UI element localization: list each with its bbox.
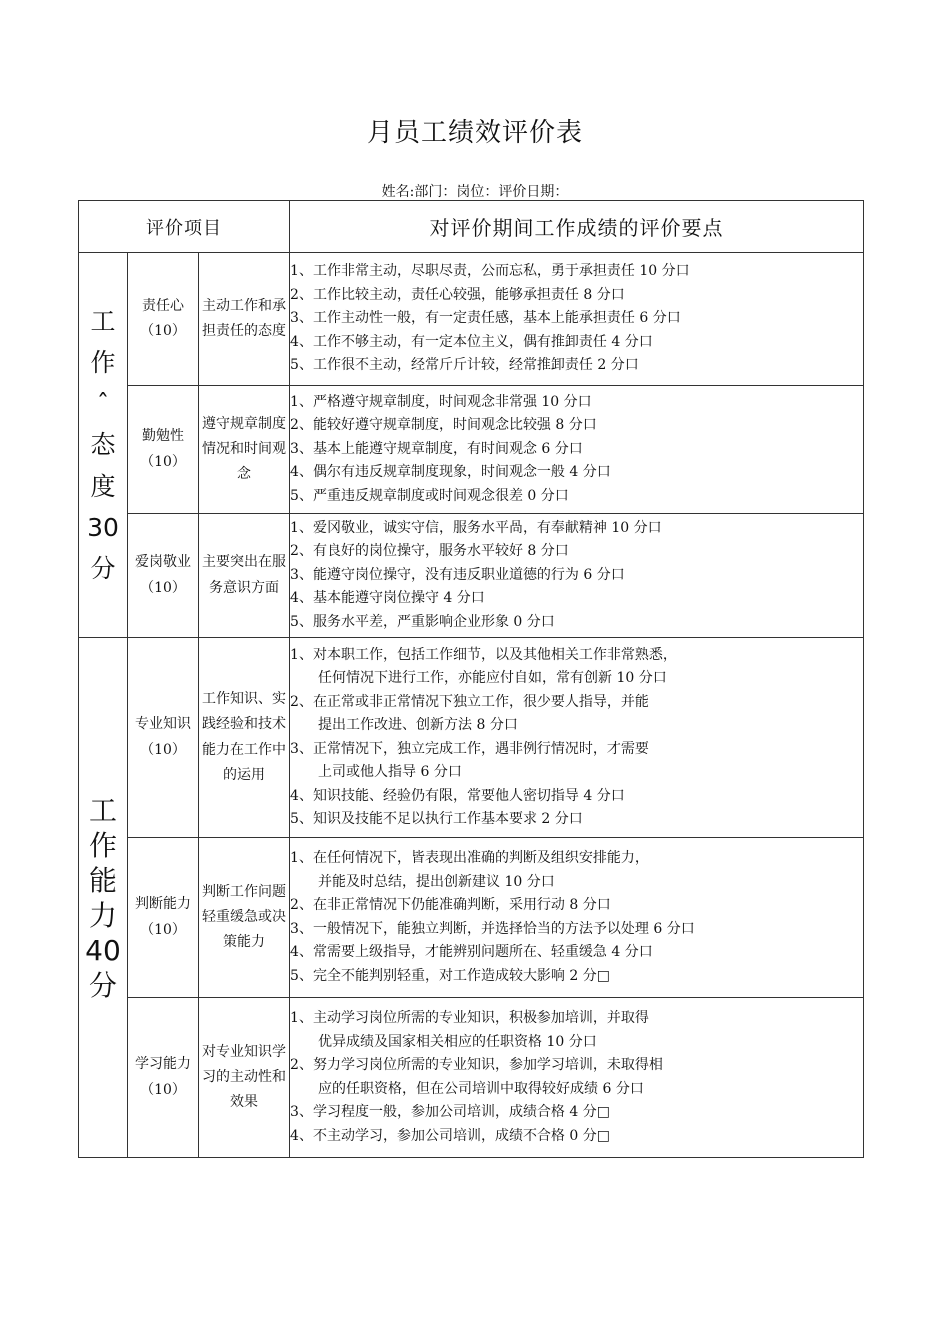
criterion-line: 优异成绩及国家相关相应的任职资格 10 分口: [318, 1033, 597, 1050]
item-desc-judgment: 判断工作问题轻重缓急或决策能力: [199, 838, 290, 998]
criterion-line: 2、努力学习岗位所需的专业知识，参加学习培训，未取得相: [290, 1057, 663, 1073]
criterion-line: 4、偶尔有违反规章制度现象，时间观念一般 4 分口: [290, 464, 611, 481]
item-name-judgment: 判断能力（10）: [128, 838, 199, 998]
criterion-line: 2、在正常或非正常情况下独立工作，很少要人指导，并能: [290, 693, 649, 710]
table-row: [79, 386, 864, 514]
table-row: [79, 514, 864, 638]
criterion-line: 1、主动学习岗位所需的专业知识，积极参加培训，并取得: [290, 1010, 649, 1026]
criteria-judgment: [290, 838, 864, 998]
item-desc-learning: 对专业知识学习的主动性和效果: [199, 998, 290, 1158]
criterion-line: 4、常需要上级指导，才能辨别问题所在、轻重缓急 4 分口: [290, 944, 653, 960]
item-name-diligence: 勤勉性（10）: [128, 386, 199, 514]
header-evaluation-points: 对评价期间工作成绩的评价要点: [290, 201, 864, 253]
criterion-line: 4、不主动学习，参加公司培训，成绩不合格 0 分□: [290, 1127, 610, 1144]
item-desc-dedication: 主要突出在服务意识方面: [199, 514, 290, 638]
criterion-line: 提出工作改进、创新方法 8 分口: [318, 717, 518, 733]
criterion-line: 1、对本职工作，包括工作细节，以及其他相关工作非常熟悉，: [290, 646, 677, 663]
criterion-line: 3、正常情况下，独立完成工作，遇非例行情况时，才需要: [290, 740, 649, 757]
criterion-line: 应的任职资格，但在公司培训中取得较好成绩 6 分口: [318, 1080, 644, 1097]
criterion-line: 1、严格遵守规章制度，时间观念非常强 10 分口: [290, 393, 592, 410]
criterion-line: 5、完全不能判别轻重，对工作造成较大影响 2 分□: [290, 967, 610, 984]
criterion-line: 3、学习程度一般，参加公司培训，成绩合格 4 分□: [290, 1104, 610, 1120]
category-work-attitude: 工 作 ˆ 态 度 30 分: [79, 253, 128, 638]
table-row: [79, 638, 864, 838]
form-title: 月员工绩效评价表: [366, 118, 583, 148]
criteria-learning: [290, 998, 864, 1158]
item-name-responsibility: 责任心（10）: [128, 253, 199, 386]
item-name-learning: 学习能力（10）: [128, 998, 199, 1158]
criterion-line: 2、在非正常情况下仍能准确判断，采用行动 8 分口: [290, 897, 611, 913]
criterion-line: 1、爱冈敬业，诚实守信，服务水平咼，有奉献精神 10 分口: [290, 519, 662, 536]
criterion-line: 2、能较好遵守规章制度，时间观念比较强 8 分口: [290, 417, 597, 434]
table-row: [79, 998, 864, 1158]
criterion-line: 5、知识及技能不足以执行工作基本要求 2 分口: [290, 811, 583, 827]
category-work-ability: 工 作 能 力 40 分: [79, 638, 128, 1158]
item-desc-professional-knowledge: 工作知识、实践经验和技术能力在工作中的运用: [199, 638, 290, 838]
criterion-line: 5、服务水平差，严重影响企业形象 0 分口: [290, 613, 555, 630]
header-evaluation-item: 评价项目: [79, 201, 290, 253]
evaluation-table: [78, 200, 864, 1158]
criterion-line: 3、工作主动性一般，有一定责任感，基本上能承担责任 6 分口: [290, 310, 681, 327]
item-name-dedication: 爱岗敬业（10）: [128, 514, 199, 638]
criterion-line: 2、有良好的岗位操守，服务水平较好 8 分口: [290, 543, 569, 560]
criterion-line: 上司或他人指导 6 分口: [318, 764, 462, 780]
criteria-dedication: [290, 514, 864, 638]
criterion-line: 1、在任何情况下，皆表现出准确的判断及组织安排能力，: [290, 850, 649, 866]
table-row: [79, 253, 864, 386]
criterion-line: 3、一般情况下，能独立判断，并选择恰当的方法予以处理 6 分口: [290, 920, 695, 937]
employee-info-line: 姓名:部门：岗位：评价日期：: [381, 184, 569, 200]
criterion-line: 4、工作不够主动，有一定本位主义，偶有推卸责任 4 分口: [290, 333, 653, 350]
criterion-line: 4、基本能遵守岗位操守 4 分口: [290, 590, 485, 607]
table-row: [79, 838, 864, 998]
criterion-line: 1、工作非常主动，尽职尽责，公而忘私，勇于承担责任 10 分口: [290, 263, 690, 280]
criterion-line: 任何情况下进行工作，亦能应付自如，常有创新 10 分口: [318, 670, 667, 686]
criterion-line: 5、严重违反规章制度或时间观念很差 0 分口: [290, 487, 569, 504]
criterion-line: 4、知识技能、经验仍有限，常要他人密切指导 4 分口: [290, 787, 625, 804]
item-desc-diligence: 遵守规章制度情况和时间观念: [199, 386, 290, 514]
criteria-responsibility: [290, 253, 864, 386]
criterion-line: 2、工作比较主动，责任心较强，能够承担责任 8 分口: [290, 286, 625, 303]
table-header-row: [79, 201, 864, 253]
criterion-line: 3、基本上能遵守规章制度，有时间观念 6 分口: [290, 440, 583, 457]
criterion-line: 5、工作很不主动，经常斤斤计较，经常推卸责任 2 分口: [290, 357, 639, 374]
item-name-professional-knowledge: 专业知识（10）: [128, 638, 199, 838]
item-desc-responsibility: 主动工作和承担责任的态度: [199, 253, 290, 386]
criterion-line: 3、能遵守岗位操守，没有违反职业道德的行为 6 分口: [290, 566, 625, 583]
criteria-diligence: [290, 386, 864, 514]
criteria-professional-knowledge: [290, 638, 864, 838]
criterion-line: 并能及时总结，提出创新建议 10 分口: [318, 873, 555, 890]
